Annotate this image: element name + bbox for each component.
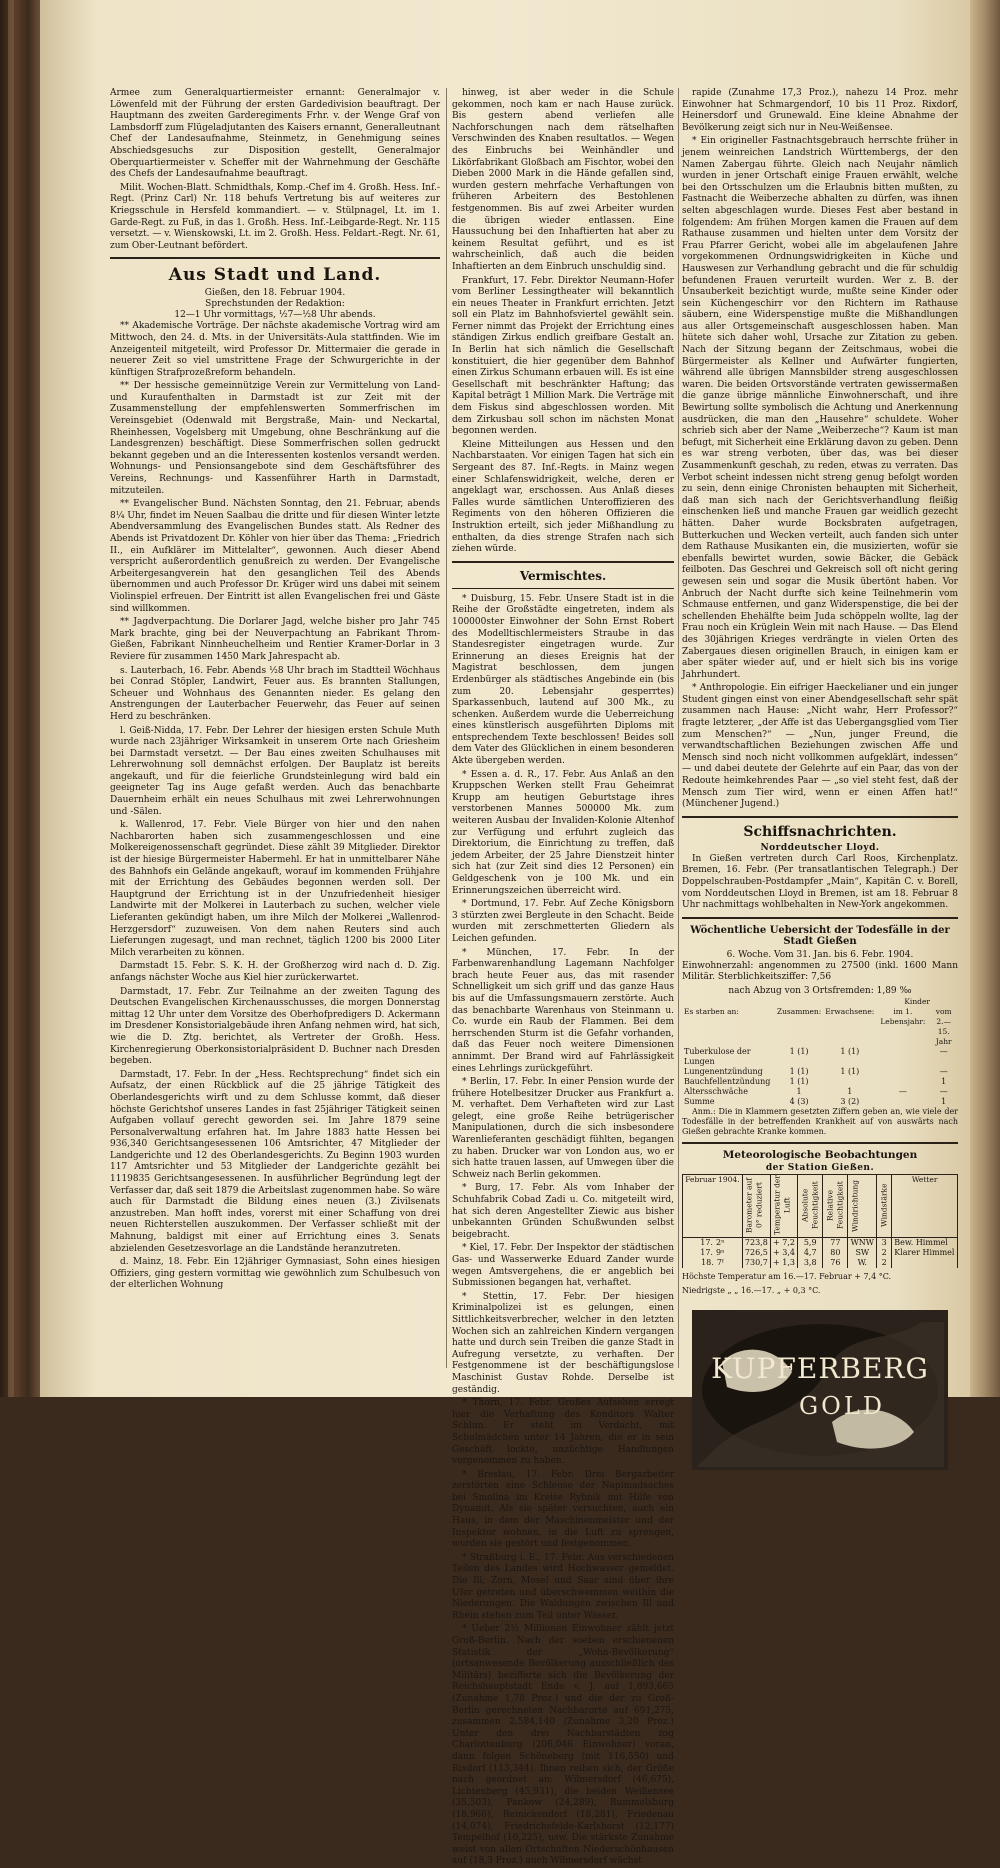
- news-item: ** Akademische Vorträge. Der nächste akademische Vortrag wird am Mittwoch, den 24. d. Mts. in der Universitäts-Aula stattfinden. Wie im Anzeigenteil mitgeteilt, wird Professor Dr. Mittermaier die gerade in neuerer Zeit so viel umstrittene Frage der Schwurgerichte in der künftigen Strafprozeßreform behandeln.: [110, 321, 440, 378]
- ad-brand-text: KUPFERBERG: [711, 1352, 929, 1386]
- news-item: * Straßburg i. E., 17. Febr. Aus verschiedenen Teilen des Landes wird Hochwasser gemeldet. Die Ill, Zorn, Mosel und Saar sind über ihre Ufer getreten und überschwemmen weithin die Niederungen. Die Waldungen zwischen Ill und Rhein stehen zum Teil unter Wasser.: [452, 1552, 674, 1621]
- deaths-cell-child: —: [939, 1046, 948, 1056]
- news-item: * München, 17. Febr. In der Farbenwarenhandlung Lagemann Nachfolger brach heute Feuer aus, das mit rasender Schnelligkeit um sich griff und das ganze Haus bis auf die Umfassungsmauern zerstörte. Auch das benachbarte Warenhaus von Steinmann u. Co. wurde ein Raub der Flammen. Bei dem herrschenden Sturm ist die Gefahr vorhanden, daß das Feuer noch weitere Dimensionen annimmt. Der Brand wird auf Fahrlässigkeit eines Lehrlings zurückgeführt.: [452, 947, 674, 1074]
- section-title-ships: Schiffsnachrichten.: [743, 823, 897, 840]
- news-item: * Ueber 2½ Millionen Einwohner zählt jetzt Groß-Berlin. Nach der soeben erschienenen Statistik der „Wohn-Bevölkerung“ (ortsanwesende Bevölkerung ausschließlich des Militärs) bezifferte sich die Bevölkerung der Reichshauptstadt Ende v. J. auf 1,893,665 (Zunahme 1,78 Proz.) und die der zu Groß-Berlin gerechneten Nachbarorte auf 691,275, zusammen 2,584,140 (Zunahme 3,20 Proz.) Unter den drei Nachbarstädten zog Charlottenburg (206,046 Einwohner) voran, dann folgen Schöneberg (mit 116,550) und Rixdorf (113,344). Ihnen reihen sich, der Größe nach geordnet an: Wilmersdorf (46,675), Lichtenberg (45,931), die beiden Weißensee (35,503), Pankow (24,289), Rummelsburg (18,966), Reinickendorf (18,281), Friedenau (14,074), Friedrichsfelde-Karlshorst (12,177) Tempelhof (10,225), usw. Die stärkste Zunahme weist von allen Ortschaften Niederschönhausen auf (18,3 Proz.) auch Wilmersdorf wächst: [452, 1624, 674, 1867]
- meteo-cell-dir: W.: [848, 1258, 877, 1268]
- deaths-population: Einwohnerzahl: angenommen zu 27500 (inkl. 1600 Mann Militär. Sterblichkeitsziffer: 7,56: [682, 960, 958, 983]
- meteo-header: Februar 1904.: [683, 1174, 743, 1237]
- deaths-cell-child: 1: [941, 1096, 947, 1106]
- local-news-list: [110, 321, 440, 1292]
- table-row: [683, 1248, 958, 1258]
- section-rule: [682, 917, 958, 919]
- news-item: * Duisburg, 15. Febr. Unsere Stadt ist in die Reihe der Großstädte eingetreten, indem als 100000ster Einwohner der Sohn Ernst Robert des Modelltischlermeisters Straube in das Standesregister eingetragen wurde. Zur Erinnerung an dieses Ereignis hat der Magistrat beschlossen, dem jungen Erdenbürger als städtisches Angebinde ein (bis zum 20. Lebensjahr gesperrtes) Sparkassenbuch, lautend auf 300 Mk., zu schenken. Außerdem wurde die Ueberreichung eines künstlerisch ausgeführten Diploms mit entsprechendem Texte beschlossen! Beides soll dem Vater des Glücklichen in einem besonderen Akte übergeben werden.: [452, 593, 674, 767]
- meteo-cell-day: [683, 1258, 743, 1268]
- news-item: * Kiel, 17. Febr. Der Inspektor der städtischen Gas- und Wasserwerke Eduard Zander wurde wegen Amtsvergehens, die er angeblich bei Submissionen begangen hat, verhaftet.: [452, 1243, 674, 1289]
- news-item: * Thorn, 17. Febr. Großes Aufsehen erregt hier die Verhaftung des Konditors Walter Schlun. Er steht im Verdacht, mit Schulmädchen unter 14 Jahren, die er in sein Geschäft lockte, unzüchtige Handlungen vorgenommen zu haben.: [452, 1398, 674, 1467]
- meteo-header: Wetter: [892, 1174, 958, 1237]
- meteo-cell-abs: 4,7: [798, 1248, 823, 1258]
- meteo-cell-temp: + 1,3: [770, 1258, 797, 1268]
- column-rule-1: [446, 88, 447, 1368]
- meteo-low: Niedrigste „ „ 16.—17. „ + 0,3 °C.: [682, 1285, 821, 1295]
- meteo-cell-str: 3: [877, 1237, 892, 1248]
- deaths-cell-adult: 1 (1): [840, 1066, 860, 1076]
- section-rule-thin: [452, 588, 674, 589]
- news-item: * Ein origineller Fastnachtsgebrauch herrschte früher in jenem weinreichen Landstrich Württembergs, der den Namen Zabergau führte. Gleich nach Neujahr nämlich wurden in jener Ortschaft einige Frauen erwählt, welche bei den Ortsschulzen um die Erlaubnis bitten mußten, zu Fastnacht die Weiberzeche abhalten zu dürfen, was ihnen selten abgeschlagen wurde. Dieses Fest aber bestand in folgendem: Am frühen Morgen kamen die Frauen auf dem Rathause zusammen und hielten unter dem Vorsitz der Frau Pfarrer Gericht, wobei alle im abgelaufenen Jahre vorgekommenen Ordnungswidrigkeiten in Küche und Hauswesen zur Verhandlung gebracht und die für schuldig befundenen Frauen verurteilt wurden. Wer z. B. der Unsauberkeit bezichtigt wurde, mußte seine Kinder oder sein Küchengeschirr vor den Richtern im Rathause säubern, eine Widerspenstige mußte die Mißhandlungen aus aller Ortsgemeinschaft ausgeschlossen haben. Man hütete sich daher wohl, Ursache zur Zitation zu geben. Nach der Sitzung begann der Zeitschmaus, wobei die Bürgermeister als Kellner und Aufwärter fungierten, während alle übrigen Mannsbilder streng ausgeschlossen waren. Die beiden Ortsvorstände vertraten gewissermaßen die ganze übrige männliche Einwohnerschaft, und ihre Bewirtung sollte symbolisch die Achtung und Anerkennung ausdrücken, die man den „Hausehre“ schuldete. Woher schrieb sich aber der Name „Weiberzeche“? Kaum ist man befugt, mit Sicherheit eine Erklärung davon zu geben. Denn es war streng verboten, über das, was bei dieser Zusammenkunft geschah, zu reden, etwas zu verraten. Das Verbot scheint indessen nicht streng genug befolgt worden zu sein, denn einige Chronisten behaupten mit Sicherheit, daß man sich nach der Gerichtsverhandlung fleißig einschenken ließ und manche Frauen gar weidlich gezecht hätten. Daher wurde Bocksbraten aufgetragen, Butterkuchen und Wecken verteilt, auch fanden sich unter dem Rathause Musikanten ein, die musizierten, wofür sie ebenfalls bewirtet wurden, sowie Bäcker, die Gebäck feilboten. Das Geschrei und Gekreisch soll oft nicht gering gewesen sein und sogar die Musik übertönt haben. Vor Anbruch der Nacht durfte sich keine Teilnehmerin vom Schmause entfernen, und ganz Widerspenstige, die bei der schellenden Ehehälfte beim Juda schöppeln wollte, lag der Frau noch ein Krüglein Wein mit nach Hause. — Das Elend des 30jährigen Krieges verdrängte in vielen Orten des Zabergaues diesen originellen Brauch, in einigen kam er aber später wieder auf, und er hielt sich bis ins vorige Jahrhundert.: [682, 136, 958, 680]
- deaths-cell-infant: —: [898, 1086, 907, 1096]
- ship-text: In Gießen vertreten durch Carl Roos, Kirchenplatz. Bremen, 16. Febr. (Per transatlantischen Telegraph.) Der Doppelschrauben-Postdampfer „Main“, Kapitän C. v. Borell, vom Norddeutschen Lloyd in Bremen, ist am 18. Februar 8 Uhr nachmittags wohlbehalten in New-York angekommen.: [682, 853, 958, 911]
- meteo-cell-baro: 723,8: [742, 1237, 770, 1248]
- meteo-header: Temperatur der Luft: [770, 1174, 797, 1237]
- deaths-cell-cause: Bauchfellentzündung: [684, 1076, 771, 1086]
- table-row: [682, 1077, 958, 1087]
- deaths-col-child: vom 2.—15. Jahr: [935, 1006, 952, 1046]
- meteo-cell-baro: 730,7: [742, 1258, 770, 1268]
- column-left: [110, 88, 440, 1378]
- office-hours-title: Sprechstunden der Redaktion:: [205, 299, 345, 310]
- news-item: Frankfurt, 17. Febr. Direktor Neumann-Hofer vom Berliner Lessingtheater will bekanntlich ein neues Theater in Frankfurt errichten. Jetzt soll ein Platz im Bahnhofsviertel gewählt sein. Ferner nimmt das Projekt der Errichtung eines ständigen Zirkus endlich greifbare Gestalt an. In Berlin hat sich nämlich die Gesellschaft konstituiert, die hier gegenüber dem Bahnhof einen Zirkus Schumann erbauen will. Es ist eine Gesellschaft mit beschränkter Haftung; das Kapital beträgt 1 Million Mark. Die Verträge mit dem Fiskus sind abgeschlossen worden. Mit dem Zirkusbau soll schon im nächsten Monat begonnen werden.: [452, 275, 674, 437]
- meteo-cell-temp: + 3,4: [770, 1248, 797, 1258]
- meteo-high: Höchste Temperatur am 16.—17. Februar + 7,4 °C.: [682, 1271, 892, 1281]
- meteo-cell-abs: 5,9: [798, 1237, 823, 1248]
- meteo-cell-dir: SW: [848, 1248, 877, 1258]
- kupferberg-advertisement: [682, 1302, 958, 1477]
- article-intro: Armee zum Generalquartiermeister ernannt: Generalmajor v. Löwenfeld mit der Führung der ersten Gardedivision beauftragt. Der Hauptmann des zweiten Garderegiments Frhr. v. der Wenge Graf von Lambsdorff zum Flügeladjutanten des Kaisers ernannt, Generalleutnant Chef der Landesaufnahme, Steinmetz, in Genehmigung seines Abschiedsgesuchs zur Disposition gestellt, Generalmajor Oberquartiermeister v. Scheffer mit der Wahrnehmung der Geschäfte des Chefs der Landesaufnahme beauftragt.: [110, 88, 440, 180]
- news-item: * Berlin, 17. Febr. In einer Pension wurde der frühere Hotelbesitzer Drucker aus Frankfurt a. M. verhaftet. Dem Verhafteten wird zur Last gelegt, eine große Reihe betrügerischer Manipulationen, durch die sich insbesondere Warenlieferanten geschädigt fühlten, begangen zu haben. Drucker war von London aus, wo er sich hatte trauen lassen, auf Umwegen über die Schweiz nach Berlin gekommen.: [452, 1077, 674, 1180]
- deaths-col-causes: Es starben an:: [684, 1006, 739, 1016]
- news-item: * Stettin, 17. Febr. Der hiesigen Kriminalpolizei ist es gelungen, einen Sittlichkeitsverbrecher, welcher in den letzten Wochen sich an zahlreichen Kindern vergangen hatte und durch sein Treiben die ganze Stadt in Aufregung versetzte, zu verhaften. Der Festgenommene ist der beschäftigungslose Maschinist Gustav Rohde. Derselbe ist geständig.: [452, 1291, 674, 1395]
- meteo-table: [682, 1174, 958, 1268]
- deaths-col-infant: im 1. Lebensjahr:: [880, 1006, 926, 1026]
- news-item: l. Geiß-Nidda, 17. Febr. Der Lehrer der hiesigen ersten Schule Muth wurde nach 23jähriger Wirksamkeit in unserem Orte nach Griesheim bei Darmstadt versetzt. — Der Bau eines zweiten Schulhauses mit Lehrerwohnung soll demnächst erfolgen. Der Bauplatz ist bereits angekauft, und für die feierliche Grundsteinlegung wird bald ein geeigneter Tag ins Auge gefaßt werden. Auch das benachbarte Dauernheim erhält ein neues Schulhaus mit zwei Lehrerwohnungen und -Sälen.: [110, 725, 440, 817]
- news-item: s. Lauterbach, 16. Febr. Abends ½8 Uhr brach im Stadtteil Wöchhaus bei Conrad Stöpler, Landwirt, Feuer aus. Es brannten Stallungen, Scheuer und Wohnhaus des Genannten nieder. Es gelang den Anstrengungen der Lauterbacher Feuerwehr, das Feuer auf seinen Herd zu beschränken.: [110, 665, 440, 722]
- column-middle: [452, 88, 674, 1867]
- meteo-cell-dir: WNW: [848, 1237, 877, 1248]
- meteo-hour: 7ᶠ: [716, 1257, 724, 1267]
- ad-product-text: GOLD: [798, 1392, 886, 1421]
- dateline: Gießen, den 18. Februar 1904.: [204, 288, 346, 299]
- deaths-cell-adult: 1 (1): [840, 1046, 860, 1056]
- continued-news-list: [452, 88, 674, 556]
- news-item: Kleine Mitteilungen aus Hessen und den Nachbarstaaten. Vor einigen Tagen hat sich ein Sergeant des 87. Inf.-Regts. in Mainz wegen einer Schlafenswidrigkeit, welche, deren er angeklagt war, erschossen. Aus Anlaß dieses Falles wurde sämtlichen Unteroffizieren des Regiments von den höheren Offizieren die Instruktion erteilt, sich jeder Mißhandlung zu enthalten, da dies strenge Strafen nach sich ziehen würde.: [452, 439, 674, 555]
- deaths-cell-total: 4 (3): [789, 1096, 809, 1106]
- section-rule: [452, 561, 674, 563]
- kinder-header: Kinder: [904, 996, 930, 1006]
- meteo-cell-baro: 726,5: [742, 1248, 770, 1258]
- kupferberg-ad-graphic: [682, 1302, 958, 1477]
- news-item: Darmstadt, 17. Febr. In der „Hess. Rechtsprechung“ findet sich ein Aufsatz, der einen Rückblick auf die 25 jährige Tätigkeit des Oberlandesgerichts wirft und zu dem Schlusse kommt, daß dieser höchste Gerichtshof unseres Landes in fast 25jähriger Tätigkeit seinen Aufgaben vollauf gerecht geworden sei. Im Jahre 1879 seine Personalverwaltung erfahren hat. Im Jahre 1883 hatte Hessen bei 936,340 Gerichtsangesessenen 106 Amtsrichter, 47 Mitglieder der Landgerichte und 12 des Oberlandesgerichts. Zu Beginn 1903 wurden 117 Amtsrichter und 53 Mitglieder der Landgerichte gezählt bei 1119835 Gerichtsangesessenen. In ausführlicher Begründung legt der Verfasser dar, daß seit 1879 die Arbeitslast zugenommen habe. So wäre auch für Darmstadt die Bildung eines neuen (3.) Zivilsenats anzustreben. Man hofft indes, vorerst mit einer Schaffung von drei neuen Richterstellen auszukommen. Der Verfasser schließt mit der Mahnung, baldigst mit einer auf Errichtung eines 3. Senats abzielenden Gesetzesvorlage an die Landstände heranzutreten.: [110, 1069, 440, 1254]
- news-item: * Burg, 17. Febr. Als vom Inhaber der Schuhfabrik Cobad Zadi u. Co. mitgeteilt wird, hat sich deren Angestellter Ziewic aus bisher unbekannten Gründen Schußwunden selbst beigebracht.: [452, 1183, 674, 1240]
- news-item: ** Evangelischer Bund. Nächsten Sonntag, den 21. Februar, abends 8¼ Uhr, findet im Neuen Saalbau die dritte und für diesen Winter letzte Abendversammlung des Evangelischen Bundes statt. Als Redner des Abends ist Privatdozent Dr. Köhler von hier über das Thema: „Friedrich II., ein Aufklärer im Mittelalter“, gewonnen. Auch dieser Abend verspricht außerordentlich genußreich zu werden. Der Evangelische Arbeitergesangverein hat den gesanglichen Teil des Abends übernommen und auch Professor Dr. Krüger wird uns dabei mit seinem Violinspiel erfreuen. Der Eintritt ist allen Evangelischen frei und Gäste sind willkommen.: [110, 499, 440, 614]
- news-item: k. Wallenrod, 17. Febr. Viele Bürger von hier und den nahen Nachbarorten haben sich zusammengeschlossen und eine Molkereigenossenschaft gegründet. Diese zählt 39 Mitglieder. Direktor ist der hiesige Bürgermeister Habermehl. Er hat in unmittelbarer Nähe des Bahnhofs ein Gelände angekauft, worauf im kommenden Frühjahre mit der Errichtung des Gebäudes begonnen werden soll. Der Hauptgrund der Errichtung ist in der Unzufriedenheit hiesiger Landwirte mit der Molkerei in Lauterbach zu suchen, welcher viele Lieferanten gekündigt haben, um ihre Milch der Molkerei „Wallenrod-Herzgersdorf“ zuzuweisen. Von dem nahen Reuters sind auch Lieferungen zugesagt, und man rechnet, täglich 1200 bis 2000 Liter Milch verarbeiten zu können.: [110, 820, 440, 958]
- news-item: ** Der hessische gemeinnützige Verein zur Vermittelung von Land- und Kuraufenthalten in Darmstadt ist zur Zeit mit der Zusammenstellung der empfehlenswerten Sommerfrischen im Vereinsgebiet (Odenwald mit Bergstraße, Main- und Neckartal, Rheinhessen, Vogelsberg mit Umgebung, ohne Beschränkung auf die Landesgrenzen) beschäftigt. Diese Sommerfrischen sollen gedruckt bekannt gegeben und an die Interessenten kostenlos versandt werden. Wohnungs- und Pensionsangebote sind dem Geschäftsführer des Vereins, Rechnungs- und Kassenführer Harth in Darmstadt, mitzuteilen.: [110, 381, 440, 496]
- section-rule: [682, 1142, 958, 1144]
- deaths-subtract: nach Abzug von 3 Ortsfremden: 1,89 ‰: [728, 985, 912, 996]
- binding-edge: [8, 0, 14, 1397]
- meteo-cell-wetter: [892, 1258, 958, 1268]
- deaths-cell-child: 1: [941, 1076, 947, 1086]
- section-title-vermischtes: Vermischtes.: [519, 568, 607, 583]
- news-item: ** Jagdverpachtung. Die Dorlarer Jagd, welche bisher pro Jahr 745 Mark brachte, ging bei der Neuverpachtung an Fabrikant Throm-Gießen, Fabrikant Ninnheuchelheim und Rentier Kramer-Dorlar in 3 Reviere für zusammen 1450 Mark Jahrespacht ab.: [110, 617, 440, 662]
- office-hours: 12—1 Uhr vormittags, ½7—½8 Uhr abends.: [174, 310, 376, 321]
- meteo-day: 18.: [701, 1257, 714, 1267]
- deaths-cell-cause: Altersschwäche: [684, 1086, 748, 1096]
- section-rule: [682, 816, 958, 818]
- deaths-cell-cause: Lungenentzündung: [684, 1066, 763, 1076]
- section-title-stadt-land: Aus Stadt und Land.: [168, 265, 382, 286]
- deaths-cell-total: 1 (1): [789, 1066, 809, 1076]
- meteo-cell-rel: 76: [823, 1258, 848, 1268]
- column-right: [682, 88, 958, 1421]
- meteo-cell-rel: 77: [823, 1237, 848, 1248]
- meteo-header: Barometer auf 0° reduziert: [742, 1174, 770, 1237]
- table-row: [682, 1097, 958, 1107]
- deaths-cell-child: —: [939, 1066, 948, 1076]
- news-item: Darmstadt 15. Febr. S. K. H. der Großherzog wird nach d. D. Zig. anfangs nächster Woche aus Kiel hier zurückerwartet.: [110, 961, 440, 983]
- meteo-header: Absolute Feuchtigkeit: [798, 1174, 823, 1237]
- table-row: [682, 1067, 958, 1077]
- deaths-cell-infant: [876, 1077, 929, 1087]
- meteo-subtitle: der Station Gießen.: [765, 1162, 875, 1173]
- meteo-header: Relative Feuchtigkeit: [823, 1174, 848, 1237]
- ship-subtitle: Norddeutscher Lloyd.: [760, 842, 880, 853]
- meteo-cell-str: 2: [877, 1248, 892, 1258]
- deaths-cell-child: —: [939, 1086, 948, 1096]
- news-item: * Essen a. d. R., 17. Febr. Aus Anlaß an den Kruppschen Werken stellt Frau Geheimrat Krupp am heutigen Geburtstage ihres verstorbenen Mannes 500000 Mk. zum weiteren Ausbau der Invaliden-Kolonie Altenhof zur Verfügung und erfuhrt zugleich das Direktorium, die Einrichtung zu treffen, daß jedem Arbeiter, der 25 Jahre Dienstzeit hinter sich hat (zur Zeit sind dies 12 Personen) ein Geldgeschenk von je 100 Mk. und ein Erinnerungszeichen überreicht wird.: [452, 769, 674, 896]
- deaths-cell-infant: [876, 1097, 929, 1107]
- meteo-cell-rel: 80: [823, 1248, 848, 1258]
- meteo-cell-wetter: Bew. Himmel: [892, 1237, 958, 1248]
- section-title-meteo: Meteorologische Beobachtungen: [722, 1148, 918, 1161]
- feuilleton-list: [682, 88, 958, 811]
- meteo-hour: 2ⁿ: [715, 1237, 725, 1247]
- deaths-table: [682, 997, 958, 1107]
- table-row: [683, 1258, 958, 1268]
- news-item: d. Mainz, 18. Febr. Ein 12jähriger Gymnasiast, Sohn eines hiesigen Offiziers, ging gestern vormittag wie gewöhnlich zum Schulbesuch von der elterlichen Wohnung: [110, 1257, 440, 1291]
- deaths-cell-total: 1: [796, 1086, 802, 1096]
- news-item: hinweg, ist aber weder in die Schule gekommen, noch kam er nach Hause zurück. Bis gestern abend verliefen alle Nachforschungen nach dem rätselhaften Verschwinden des Knaben resultatlos. — Wegen des Einbruchs bei Weinhändler und Likörfabrikant Gloßbach am Fischtor, wobei den Dieben 2000 Mark in die Hände gefallen sind, wurden gestern mehrfache Verhaftungen von früheren Arbeitern des Bestohlenen festgenommen. Bis auf zwei Arbeiter wurden die übrigen wieder entlassen. Eine Haussuchung bei den Inhaftierten hat aber zu keinem Resultat geführt, und es ist wahrscheinlich, daß auch die beiden Inhaftierten an dem Einbruch unschuldig sind.: [452, 88, 674, 272]
- meteo-cell-abs: 3,8: [798, 1258, 823, 1268]
- deaths-note: Anm.: Die in Klammern gesetzten Ziffern geben an, wie viele der Todesfälle in der betreffenden Krankheit auf von auswärts nach Gießen gebrachte Kranke kommen.: [682, 1106, 958, 1136]
- deaths-cell-adult: 1: [847, 1086, 853, 1096]
- meteo-header: Windstärke: [877, 1174, 892, 1237]
- section-title-deaths: Wöchentliche Uebersicht der Todesfälle in der Stadt Gießen: [690, 924, 950, 947]
- deaths-cell-infant: [876, 1047, 929, 1067]
- book-binding: [0, 0, 40, 1397]
- deaths-cell-total: 1 (1): [789, 1076, 809, 1086]
- misc-news-list: [452, 594, 674, 1868]
- article-milit: Milit. Wochen-Blatt. Schmidthals, Komp.-Chef im 4. Großh. Hess. Inf.-Regt. (Prinz Carl) Nr. 118 behufs Vertretung bis auf weiteres zur Kriegsschule in Hersfeld kommandiert. — v. Stülpnagel, Lt. im 1. Garde-Regt. zu Fuß, in das 1. Großh. Hess. Inf.-Leibgarde-Regt. Nr. 115 versetzt. — v. Wienskowski, Lt. im 2. Großh. Hess. Feldart.-Regt. Nr. 61, zum Ober-Leutnant befördert.: [110, 182, 440, 251]
- news-item: * Breslau, 17. Febr. Drei Bergarbeiter zerstörten eine Schleuse der Napimadsaches bei Smolina im Kreise Rybnik mit Hilfe von Dynamit. Als sie später versuchten, auch ein Haus, in dem der Maschinenmeister und der Inspektor wohnen, in die Luft zu sprengen, wurden sie gestört und festgenommen.: [452, 1469, 674, 1550]
- deaths-cell-adult: [823, 1077, 876, 1087]
- meteo-day: 17.: [700, 1247, 713, 1257]
- table-row: [683, 1237, 958, 1248]
- news-item: * Anthropologie. Ein eifriger Haeckelianer und ein junger Student gingen einst von einer Abendgesellschaft sehr spät zusammen nach Hause: „Nicht wahr, Herr Professor?“ fragte letzterer, „der Affe ist das Uebergangsglied vom Tier zum Menschen?“ — „Nun, junger Freund, die verwandtschaftlichen Beziehungen zwischen Affe und Mensch sind noch nicht vollkommen aufgeklärt, indessen“ — und dabei deutete der Gelehrte auf ein Paar, das von der Redoute heimkehrendes Paar — „so viel steht fest, daß der Mensch zum Tier wird, wenn er einen Affen hat!“ (Münchener Jugend.): [682, 683, 958, 810]
- table-row: [682, 1047, 958, 1067]
- news-item: Darmstadt, 17. Febr. Zur Teilnahme an der zweiten Tagung des Deutschen Evangelischen Kirchenausschusses, die morgen Donnerstag mittag 12 Uhr unter dem Vorsitze des Oberhofpredigers D. Ackermann im Dresdener Konsistorialgebäude ihren Anfang nehmen wird, hat sich, wie die D. Ztg. berichtet, als Vertreter der Großh. Hess. Kirchenregierung Oberkonsistorialpräsident D. Buchner nach Dresden begeben.: [110, 986, 440, 1067]
- news-item: * Dortmund, 17. Febr. Auf Zeche Königsborn 3 stürzten zwei Bergleute in den Schacht. Beide wurden mit zerschmetterten Gliedern als Leichen gefunden.: [452, 899, 674, 944]
- meteo-header: Windrichtung: [848, 1174, 877, 1237]
- meteo-cell-day: [683, 1237, 743, 1248]
- deaths-cell-infant: [876, 1067, 929, 1077]
- meteo-cell-day: [683, 1248, 743, 1258]
- deaths-cell-cause: Summe: [684, 1096, 715, 1106]
- section-rule: [110, 257, 440, 259]
- deaths-cell-cause: Tuberkulose der Lungen: [684, 1046, 751, 1066]
- deaths-cell-total: 1 (1): [789, 1046, 809, 1056]
- news-item: rapide (Zunahme 17,3 Proz.), nahezu 14 Proz. mehr Einwohner hat Schmargendorf, 10 bis 11 Proz. Rixdorf, Heinersdorf und Grunewald. Eine kleine Abnahme der Bevölkerung zeigt sich nur in Neu-Weißensee.: [682, 88, 958, 133]
- meteo-cell-wetter: Klarer Himmel: [892, 1248, 958, 1258]
- page-edge-right: [970, 0, 1000, 1397]
- meteo-hour: 9ⁿ: [715, 1247, 725, 1257]
- deaths-cell-adult: 3 (2): [840, 1096, 860, 1106]
- table-row: [682, 1087, 958, 1097]
- column-rule-2: [678, 88, 679, 1368]
- deaths-col-adult: Erwachsene:: [825, 1006, 875, 1016]
- deaths-week: 6. Woche. Vom 31. Jan. bis 6. Febr. 1904.: [726, 949, 914, 960]
- meteo-cell-str: 2: [877, 1258, 892, 1268]
- meteo-cell-temp: + 7,2: [770, 1237, 797, 1248]
- meteo-day: 17.: [700, 1237, 713, 1247]
- deaths-col-total: Zusammen:: [776, 1006, 822, 1016]
